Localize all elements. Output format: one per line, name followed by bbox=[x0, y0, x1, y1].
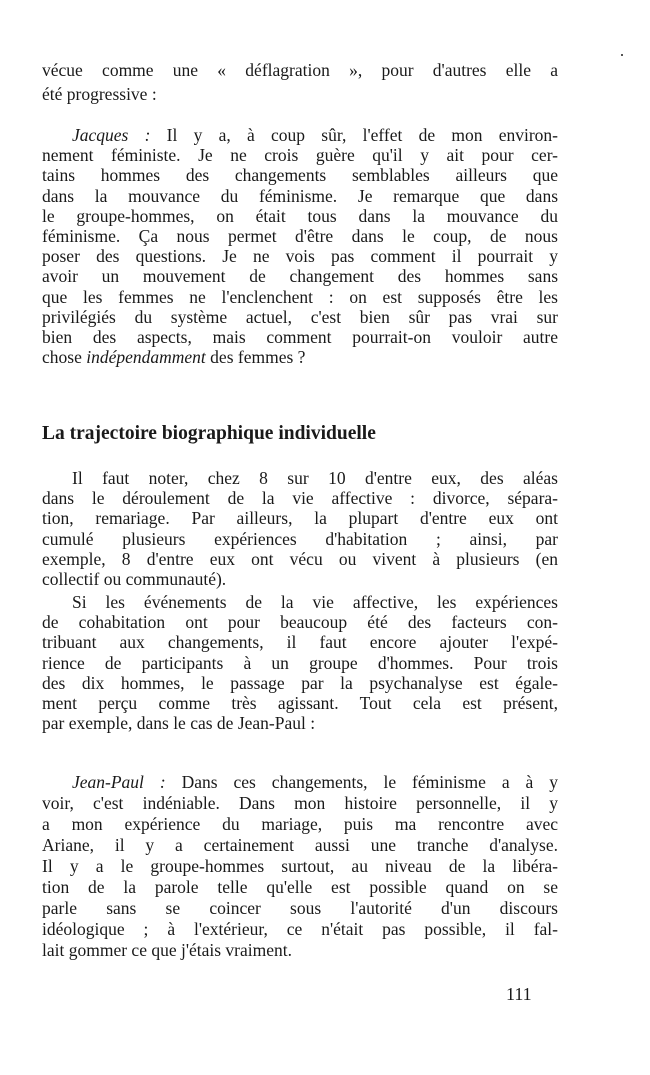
text-line: parle sans se coincer sous l'autorité d'un discours bbox=[42, 898, 558, 918]
text-line: Ariane, il y a certainement aussi une tranche d'analyse. bbox=[42, 835, 558, 855]
scan-speck bbox=[621, 54, 623, 56]
text-line: par exemple, dans le cas de Jean-Paul : bbox=[42, 713, 316, 734]
text: chose bbox=[42, 347, 87, 368]
text-line bbox=[42, 772, 558, 793]
text-line: vécue comme une « déflagration », pour d'autres elle a bbox=[42, 60, 558, 80]
text-line: dans la mouvance du féminisme. Je remarque que dans bbox=[42, 185, 558, 206]
paragraph-evenements bbox=[42, 592, 558, 733]
text-line: voir, c'est indéniable. Dans mon histoire personnelle, il y bbox=[42, 793, 558, 813]
text: des femmes ? bbox=[205, 347, 306, 368]
text: Il y a, à coup sûr, l'effet de mon environ- bbox=[150, 125, 558, 145]
page-number: 111 bbox=[506, 984, 532, 1004]
text-line: avoir un mouvement de changement des hommes sans bbox=[42, 266, 558, 287]
paragraph-aleas bbox=[42, 468, 558, 589]
text-line: lait gommer ce que j'étais vraiment. bbox=[42, 940, 293, 960]
text-line: été progressive : bbox=[42, 84, 157, 104]
text-line: poser des questions. Je ne vois pas comment il pourrait y bbox=[42, 246, 558, 267]
text-line: que les femmes ne l'enclenchent : on est supposés être les bbox=[42, 286, 558, 307]
text-line: exemple, 8 d'entre eux ont vécu ou vivent à plusieurs (en bbox=[42, 548, 558, 569]
text-line: dans le déroulement de la vie affective : divorce, sépara- bbox=[42, 488, 558, 509]
text-line: rience de participants à un groupe d'hommes. Pour trois bbox=[42, 652, 558, 673]
text-line: nement féministe. Je ne crois guère qu'il y ait pour cer- bbox=[42, 145, 558, 166]
text-line: Si les événements de la vie affective, les expériences bbox=[72, 592, 558, 612]
quote-jacques bbox=[42, 125, 558, 367]
text: Dans ces changements, le féminisme a à y bbox=[165, 772, 558, 792]
paragraph-intro bbox=[42, 58, 558, 106]
text-line: a mon expérience du mariage, puis ma rencontre avec bbox=[42, 814, 558, 834]
text-line: tion de la parole telle qu'elle est possible quand on se bbox=[42, 877, 558, 897]
emphasis: indépendamment bbox=[86, 347, 206, 368]
text-line: tribuant aux changements, il faut encore ajouter l'expé- bbox=[42, 632, 558, 653]
speaker-name: Jacques : bbox=[72, 125, 151, 145]
text-line: privilégiés du système actuel, c'est bien sûr pas vrai sur bbox=[42, 306, 558, 327]
text-line: collectif ou communauté). bbox=[42, 568, 227, 589]
text-line bbox=[42, 347, 558, 367]
text-line bbox=[42, 125, 558, 145]
text-line: tains hommes des changements semblables ailleurs que bbox=[42, 165, 558, 186]
section-heading: La trajectoire biographique individuelle bbox=[42, 423, 376, 444]
text-line: de cohabitation ont pour beaucoup été des facteurs con- bbox=[42, 612, 558, 633]
text-line: cumulé plusieurs expériences d'habitation ; ainsi, par bbox=[42, 528, 558, 549]
text-line: féminisme. Ça nous permet d'être dans le coup, de nous bbox=[42, 225, 558, 246]
text-line: idéologique ; à l'extérieur, ce n'était pas possible, il fal- bbox=[42, 919, 558, 939]
text-line: bien des aspects, mais comment pourrait-on vouloir autre bbox=[42, 326, 558, 347]
text-line: Il faut noter, chez 8 sur 10 d'entre eux, des aléas bbox=[72, 468, 558, 488]
text-line: Il y a le groupe-hommes surtout, au niveau de la libéra- bbox=[42, 856, 558, 876]
text-line: des dix hommes, le passage par la psychanalyse est égale- bbox=[42, 672, 558, 693]
quote-jean-paul bbox=[42, 772, 558, 961]
text-line: ment perçu comme très agissant. Tout cela est présent, bbox=[42, 692, 558, 713]
text-line: tion, remariage. Par ailleurs, la plupart d'entre eux ont bbox=[42, 508, 558, 529]
text-line: le groupe-hommes, on était tous dans la mouvance du bbox=[42, 205, 558, 226]
speaker-name: Jean-Paul : bbox=[72, 772, 166, 792]
